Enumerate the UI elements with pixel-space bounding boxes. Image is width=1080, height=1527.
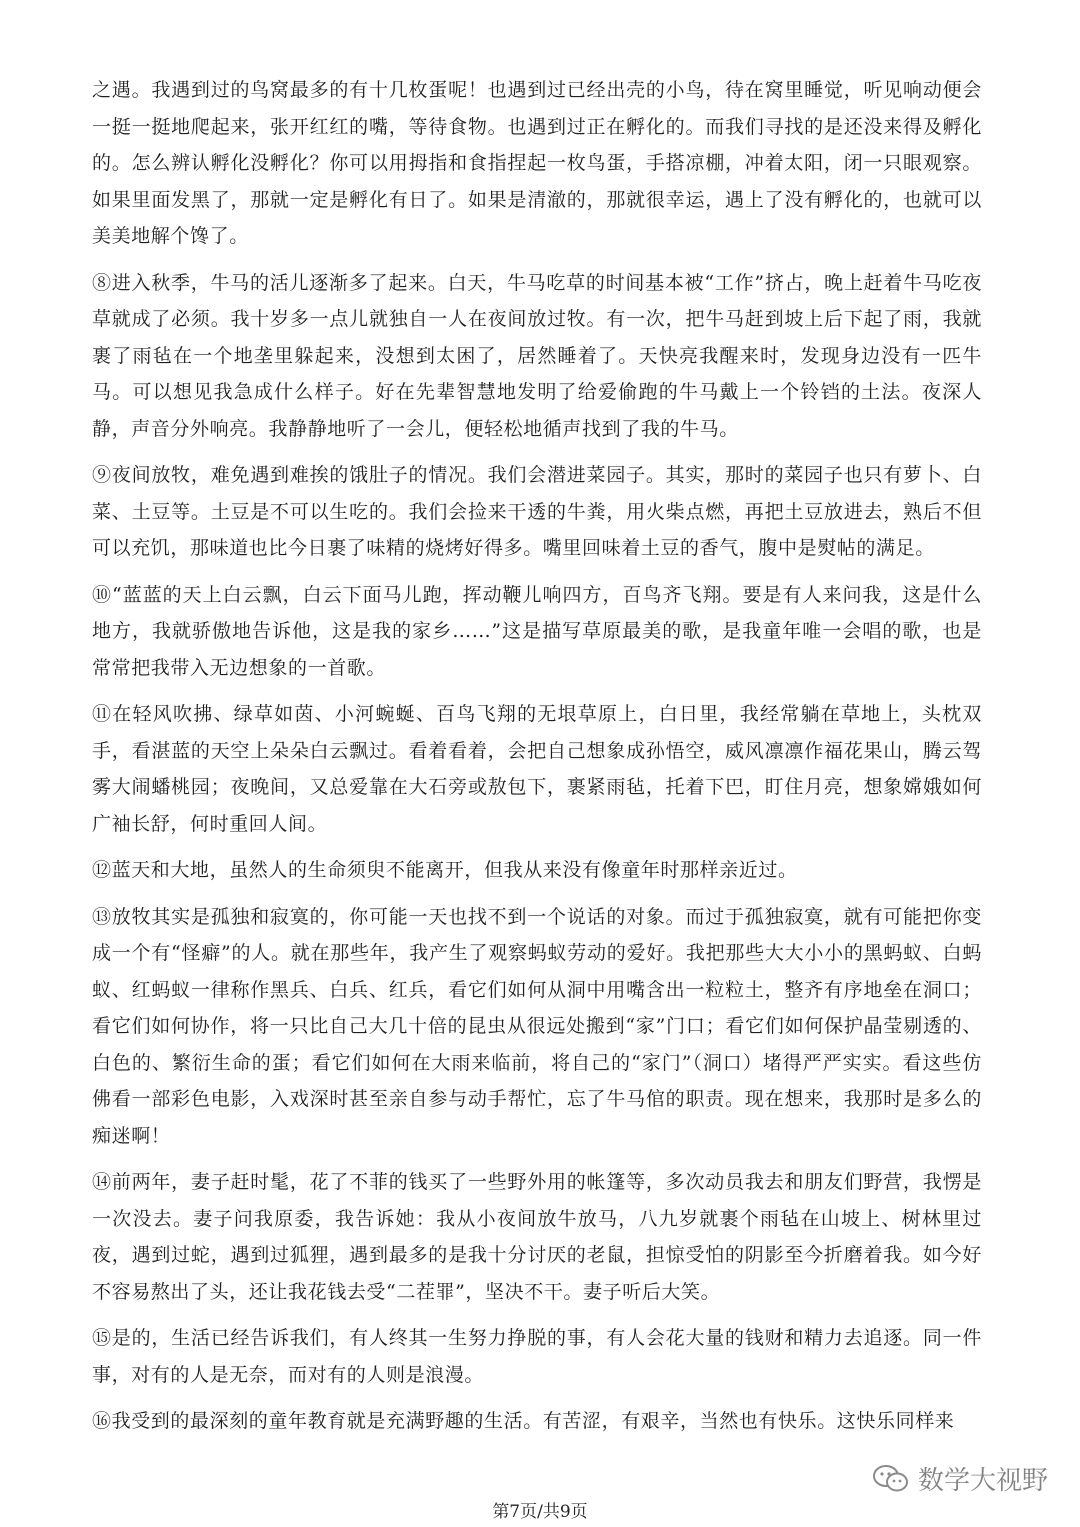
paragraph-continuation: 之遇。我遇到过的鸟窝最多的有十几枚蛋呢！也遇到过已经出壳的小鸟，待在窝里睡觉，听见响动便会一挺一挺地爬起来，张开红红的嘴，等待食物。也遇到过正在孵化的。而我们寻找的是还没来得及孵化的。怎么辨认孵化没孵化？你可以用拇指和食指捏起一枚鸟蛋，手搭凉棚，冲着太阳，闭一只眼观察。如果里面发黑了，那就一定是孵化有日了。如果是清澈的，那就很幸运，遇上了没有孵化的，也就可以美美地解个馋了。	[92, 79, 982, 247]
paragraph-16: ⑯我受到的最深刻的童年教育就是充满野趣的生活。有苦涩，有艰辛，当然也有快乐。这快乐同样来	[92, 1410, 955, 1432]
paragraph-9: ⑨夜间放牧，难免遇到难挨的饿肚子的情况。我们会潜进菜园子。其实，那时的菜园子也只有萝卜、白菜、土豆等。土豆是不可以生吃的。我们会捡来干透的牛粪，用火柴点燃，再把土豆放进去，熟后不但可以充饥，那味道也比今日裹了味精的烧烤好得多。嘴里回味着土豆的香气，腹中是熨帖的满足。	[92, 464, 982, 559]
paragraph-10: ⑩“蓝蓝的天上白云飘，白云下面马儿跑，挥动鞭儿响四方，百鸟齐飞翔。要是有人来问我，这是什么地方，我就骄傲地告诉他，这是我的家乡……”这是描写草原最美的歌，是我童年唯一会唱的歌，也是常常把我带入无边想象的一首歌。	[92, 583, 982, 679]
watermark	[872, 1460, 1048, 1497]
paragraph-11: ⑪在轻风吹拂、绿草如茵、小河蜿蜒、百鸟飞翔的无垠草原上，白日里，我经常躺在草地上，头枕双手，看湛蓝的天空上朵朵白云飘过。看着看着，会把自己想象成孙悟空，威风凛凛作福花果山，腾云驾雾大闹蟠桃园；夜晚间，又总爱靠在大石旁或敖包下，裹紧雨毡，托着下巴，盯住月亮，想象嫦娥如何广袖长舒，何时重回人间。	[92, 703, 982, 835]
paragraph-8: ⑧进入秋季，牛马的活儿逐渐多了起来。白天，牛马吃草的时间基本被“工作”挤占，晚上赶着牛马吃夜草就成了必须。我十岁多一点儿就独自一人在夜间放过牧。有一次，把牛马赶到坡上后下起了雨，我就裹了雨毡在一个地垄里躲起来，没想到太困了，居然睡着了。天快亮我醒来时，发现身边没有一匹牛马。可以想见我急成什么样子。好在先辈智慧地发明了给爱偷跑的牛马戴上一个铃铛的土法。夜深人静，声音分外响亮。我静静地听了一会儿，便轻松地循声找到了我的牛马。	[92, 271, 982, 440]
wechat-icon	[872, 1463, 910, 1495]
page-number: 第7页/共9页	[492, 1502, 588, 1522]
paragraph-15: ⑮是的，生活已经告诉我们，有人终其一生努力挣脱的事，有人会花大量的钱财和精力去追逐。同一件事，对有的人是无奈，而对有的人则是浪漫。	[92, 1327, 982, 1386]
paragraph-13: ⑬放牧其实是孤独和寂寞的，你可能一天也找不到一个说话的对象。而过于孤独寂寞，就有可能把你变成一个有“怪癖”的人。就在那些年，我产生了观察蚂蚁劳动的爱好。我把那些大大小小的黑蚂蚁、白蚂蚁、红蚂蚁一律称作黑兵、白兵、红兵，看它们如何从洞中用嘴含出一粒粒土，整齐有序地垒在洞口；看它们如何协作，将一只比自己大几十倍的昆虫从很远处搬到“家”门口；看它们如何保护晶莹剔透的、白色的、繁衍生命的蛋；看它们如何在大雨来临前，将自己的“家门”（洞口）堵得严严实实。看这些仿佛看一部彩色电影，入戏深时甚至亲自参与动手帮忙，忘了牛马倌的职责。现在想来，我那时是多么的痴迷啊！	[92, 905, 982, 1147]
watermark-text: 数学大视野	[918, 1466, 1049, 1496]
paragraph-12: ⑫蓝天和大地，虽然人的生命须臾不能离开，但我从来没有像童年时那样亲近过。	[92, 859, 798, 881]
paragraph-14: ⑭前两年，妻子赶时髦，花了不菲的钱买了一些野外用的帐篷等，多次动员我去和朋友们野营，我愣是一次没去。妻子问我原委，我告诉她：我从小夜间放牛放马，八九岁就裹个雨毡在山坡上、树林里过夜，遇到过蛇，遇到过狐狸，遇到最多的是我十分讨厌的老鼠，担惊受怕的阴影至今折磨着我。如今好不容易熬出了头，还让我花钱去受“二茬罪”，坚决不干。妻子听后大笑。	[92, 1171, 982, 1303]
article-body	[92, 72, 982, 1450]
